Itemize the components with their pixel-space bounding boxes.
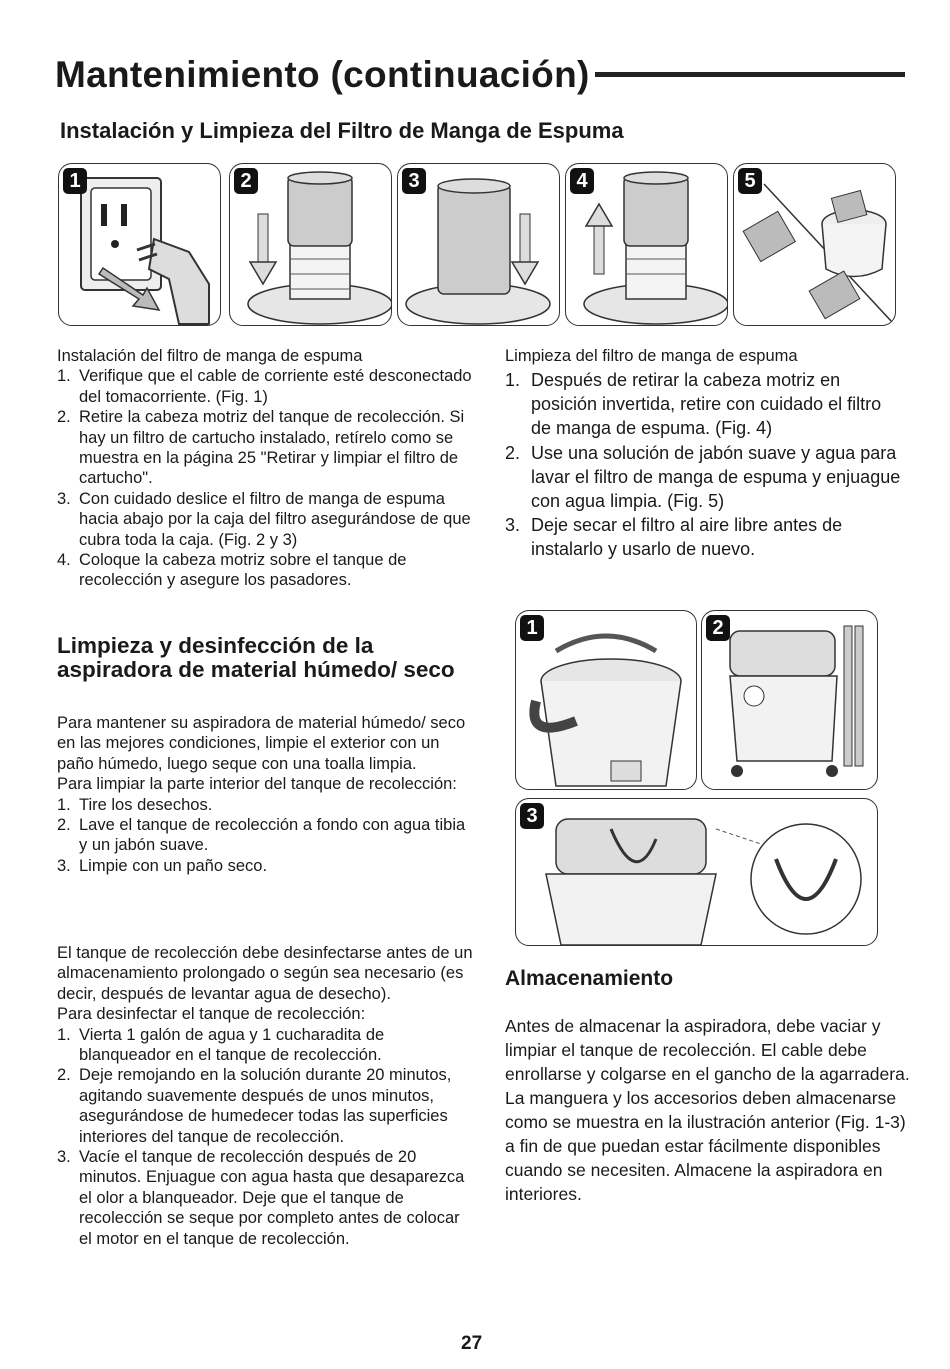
figure-badge: 2 xyxy=(706,615,730,641)
list-item: 3. Limpie con un paño seco. xyxy=(57,856,268,875)
cleaning-section xyxy=(57,713,477,876)
list-item: 1. Después de retirar la cabeza motriz en posición invertida, retire con cuidado el filtro de manga de espuma. (Fig. 4) xyxy=(505,370,882,439)
sleeve-clean-steps xyxy=(505,368,905,562)
figure-1-outlet-plug xyxy=(58,163,221,326)
list-item: 1. Tire los desechos. xyxy=(57,795,213,814)
list-item: 3. Deje secar el filtro al aire libre antes de instalarlo y usarlo de nuevo. xyxy=(505,515,843,560)
sleeve-clean-section xyxy=(505,368,905,562)
cleaning-heading: Limpieza y desinfección de la aspiradora de material húmedo/ seco xyxy=(57,633,455,682)
disinfect-section xyxy=(57,943,477,1249)
list-item: 3. Vacíe el tanque de recolección después de 20 minutos. Enjuague con agua hasta que desaparezca el olor a blanqueador. Deje que el tanque de recolección se seque por completo antes de colocar el motor en el tanque de recolección. xyxy=(57,1148,465,1248)
interior-heading: Para limpiar la parte interior del tanque de recolección: xyxy=(57,775,457,794)
list-item: 2. Retire la cabeza motriz del tanque de recolección. Si hay un filtro de cartucho instalado, retírelo como se muestra en la página 25 "Retirar y limpiar el filtro de cartucho". xyxy=(57,408,465,488)
figure-badge: 3 xyxy=(402,168,426,194)
cleaning-intro: Para mantener su aspiradora de material húmedo/ seco en las mejores condiciones, limpie el exterior con un paño húmedo, luego seque con una toalla limpia. xyxy=(57,714,466,773)
list-item: 2. Deje remojando en la solución durante 20 minutos, agitando suavemente después de unos minutos, asegurándose de humedecer todas las superficies interiores del tanque de recolección. xyxy=(57,1066,452,1146)
list-item: 2. Use una solución de jabón suave y agua para lavar el filtro de manga de espuma y enjuague con agua limpia. (Fig. 5) xyxy=(505,442,901,512)
figure-storage-2-accessories xyxy=(701,610,878,790)
figure-badge: 4 xyxy=(570,168,594,194)
list-item: 4. Coloque la cabeza motriz sobre el tanque de recolección y asegure los pasadores. xyxy=(57,551,407,590)
list-item: 1. Verifique que el cable de corriente esté desconectado del tomacorriente. (Fig. 1) xyxy=(57,367,472,406)
storage-heading: Almacenamiento xyxy=(505,967,674,990)
disinfect-heading: Para desinfectar el tanque de recolección: xyxy=(57,1005,366,1024)
figure-storage-1-hose xyxy=(515,610,697,790)
disinfect-intro: El tanque de recolección debe desinfectarse antes de un almacenamiento prolongado o según sea necesario (es decir, después de levantar agua de desecho). xyxy=(57,944,473,1003)
figure-3-sleeve-installed xyxy=(397,163,560,326)
figure-badge: 1 xyxy=(63,168,87,194)
list-item: 1. Vierta 1 galón de agua y 1 cucharadita de blanqueador en el tanque de recolección. xyxy=(57,1025,385,1065)
figure-4-remove-sleeve xyxy=(565,163,728,326)
list-item: 3. Con cuidado deslice el filtro de manga de espuma hacia abajo por la caja del filtro asegurándose de que cubra toda la caja. (Fig. 2 y 3) xyxy=(57,489,471,549)
sleeve-clean-heading: Limpieza del filtro de manga de espuma xyxy=(505,347,798,365)
interior-steps xyxy=(57,795,477,877)
figure-badge: 3 xyxy=(520,803,544,829)
section-subtitle: Instalación y Limpieza del Filtro de Manga de Espuma xyxy=(60,118,624,143)
figure-2-slide-sleeve xyxy=(229,163,392,326)
figure-badge: 1 xyxy=(520,615,544,641)
install-section xyxy=(57,346,477,591)
figure-5-wash-sleeve xyxy=(733,163,896,326)
figure-badge: 5 xyxy=(738,168,762,194)
disinfect-steps xyxy=(57,1025,477,1249)
list-item: 2. Lave el tanque de recolección a fondo con agua tibia y un jabón suave. xyxy=(57,816,466,855)
figure-storage-3-cord-hook xyxy=(515,798,878,946)
page-title: Mantenimiento (continuación) xyxy=(55,54,590,95)
title-rule xyxy=(595,72,905,77)
figure-badge: 2 xyxy=(234,168,258,194)
install-steps xyxy=(57,366,477,590)
page-number: 27 xyxy=(461,1333,483,1354)
install-heading: Instalación del filtro de manga de espuma xyxy=(57,347,363,365)
storage-text: Antes de almacenar la aspiradora, debe vaciar y limpiar el tanque de recolección. El cable debe enrollarse y colgarse en el gancho de la agarradera. La manguera y los accesorios deben almacenarse como se muestra en la ilustración anterior (Fig. 1-3) a fin de que puedan estar fácilmente disponibles cuando se necesiten. Almacene la aspiradora en interiores. xyxy=(505,1016,910,1204)
